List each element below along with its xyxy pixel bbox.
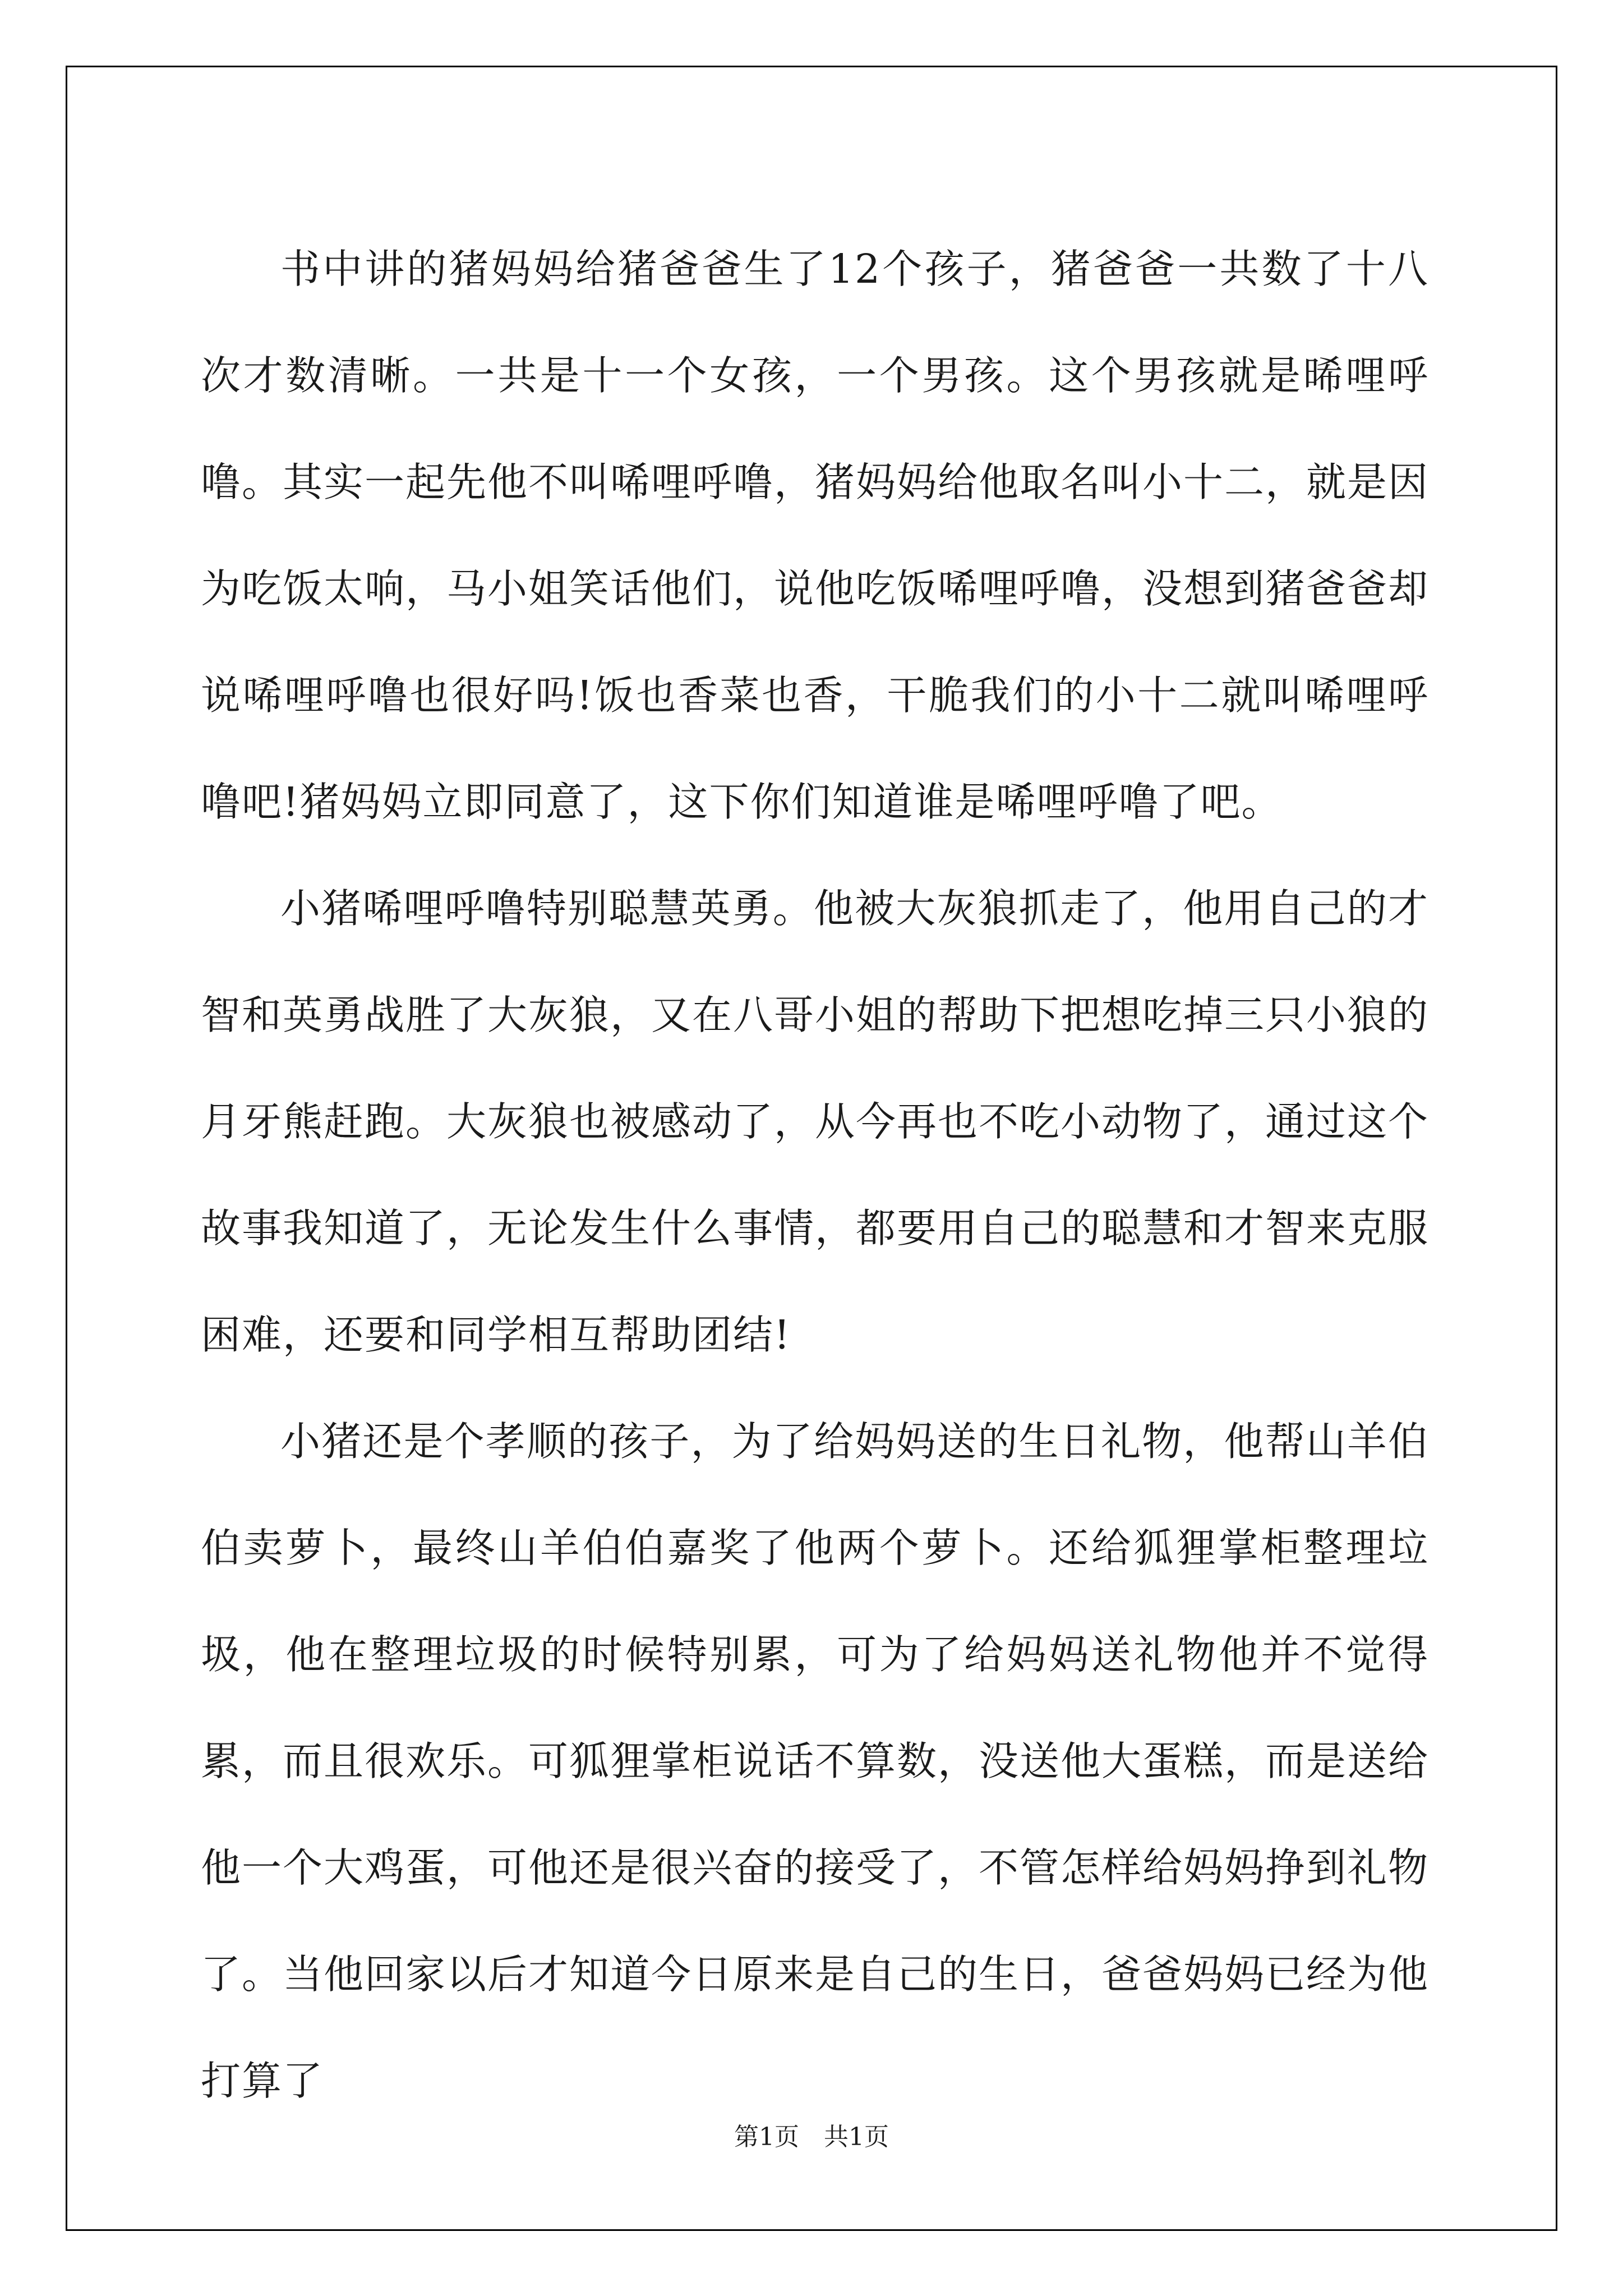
paragraph-3: 小猪还是个孝顺的孩子，为了给妈妈送的生日礼物，他帮山羊伯伯卖萝卜，最终山羊伯伯嘉奖了他两个萝卜。还给狐狸掌柜整理垃圾，他在整理垃圾的时候特别累，可为了给妈妈送礼物他并不觉得累，而且很欢乐。可狐狸掌柜说话不算数，没送他大蛋糕，而是送给他一个大鸡蛋，可他还是很兴奋的接受了，不管怎样给妈妈挣到礼物了。当他回家以后才知道今日原来是自己的生日，爸爸妈妈已经为他打算了 [201, 1418, 1430, 2104]
page-footer: 第1页 共1页 [734, 2123, 889, 2151]
paragraph-1: 书中讲的猪妈妈给猪爸爸生了12个孩子，猪爸爸一共数了十八次才数清晰。一共是十一个女孩，一个男孩。这个男孩就是晞哩呼噜。其实一起先他不叫唏哩呼噜，猪妈妈给他取名叫小十二，就是因为吃饭太响，马小姐笑话他们，说他吃饭唏哩呼噜，没想到猪爸爸却说唏哩呼噜也很好吗!饭也香菜也香，干脆我们的小十二就叫唏哩呼噜吧!猪妈妈立即同意了，这下你们知道谁是唏哩呼噜了吧。 [201, 246, 1430, 825]
paragraph-2: 小猪唏哩呼噜特别聪慧英勇。他被大灰狼抓走了，他用自己的才智和英勇战胜了大灰狼，又在八哥小姐的帮助下把想吃掉三只小狼的月牙熊赶跑。大灰狼也被感动了，从今再也不吃小动物了，通过这个故事我知道了，无论发生什么事情，都要用自己的聪慧和才智来克服困难，还要和同学相互帮助团结! [201, 885, 1430, 1358]
document-body [201, 216, 1429, 2134]
